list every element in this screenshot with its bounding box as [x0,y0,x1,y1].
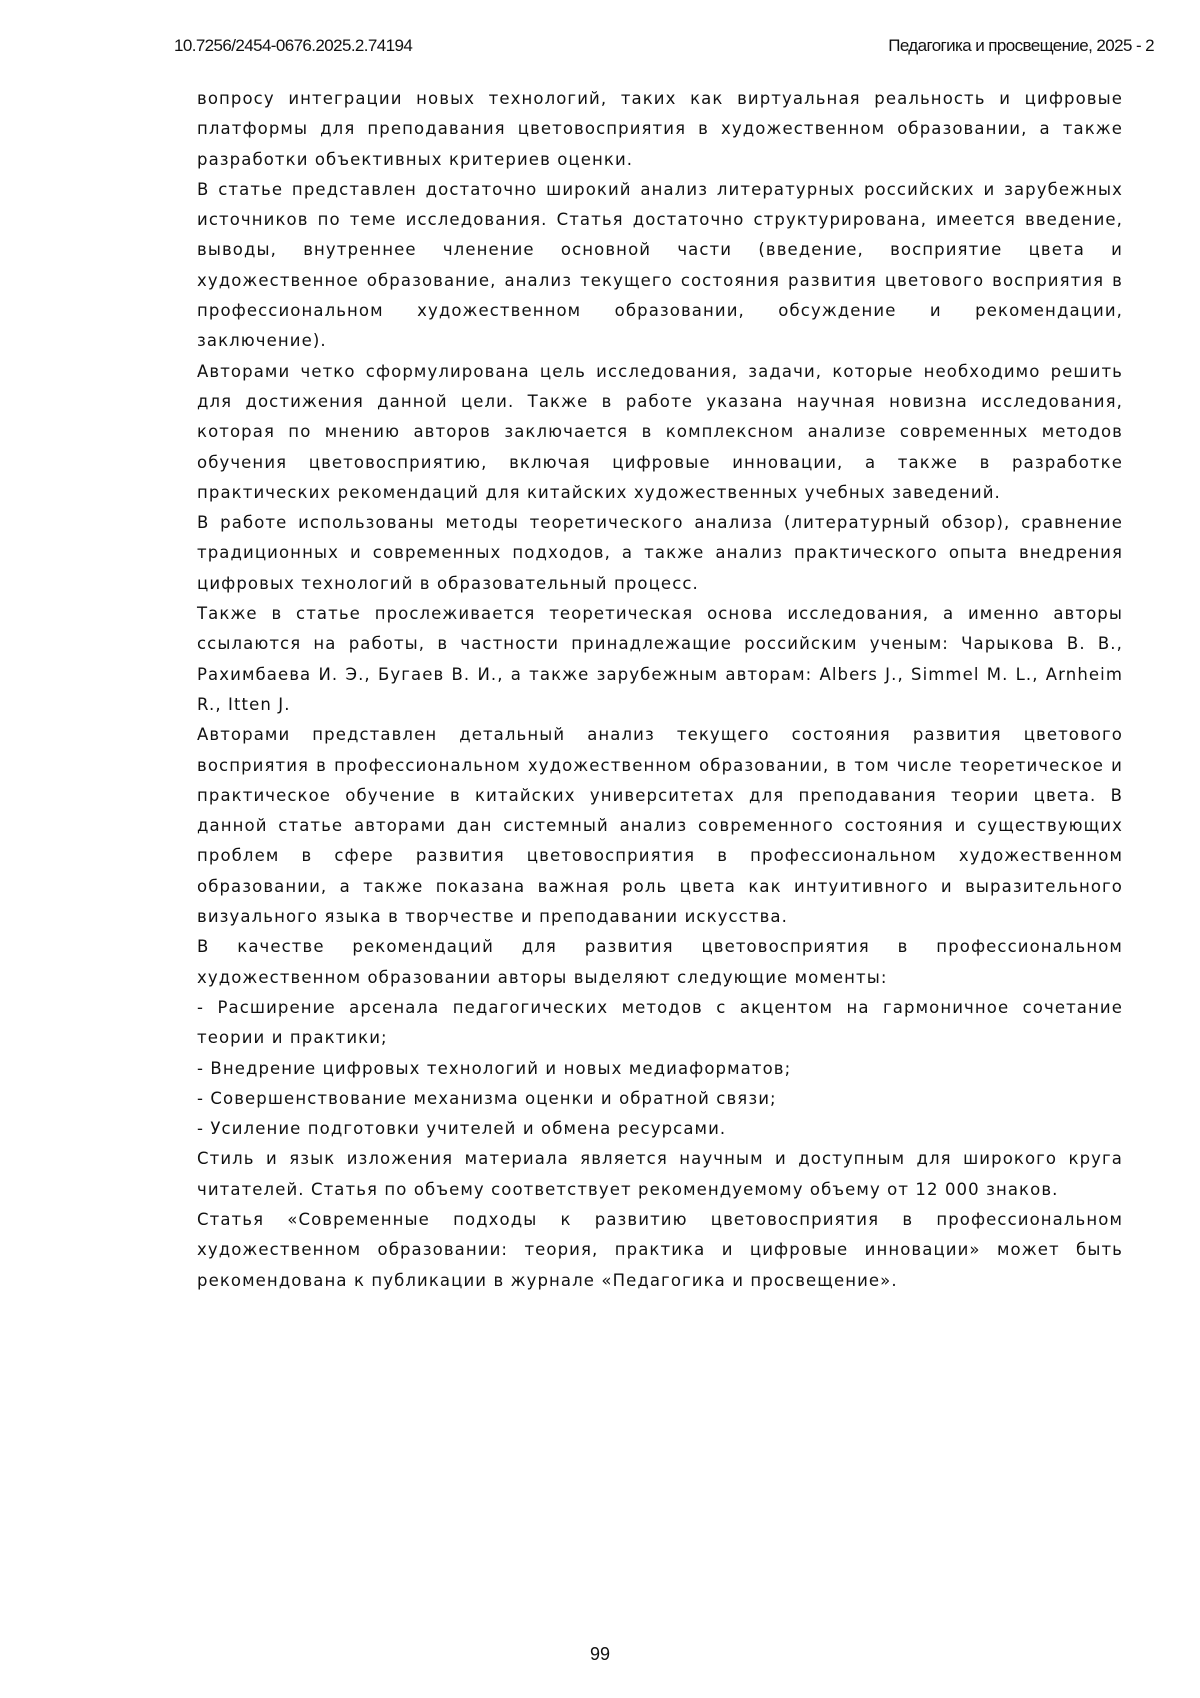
paragraph: В качестве рекомендаций для развития цветовосприятия в профессиональном художественном образовании авторы выделяют следующие моменты: [197,932,1123,993]
page-header [174,36,1154,60]
doi-text: 10.7256/2454-0676.2025.2.74194 [174,36,412,56]
paragraph: Стиль и язык изложения материала является научным и доступным для широкого круга читателей. Статья по объему соответствует рекомендуемому объему от 12 000 знаков. [197,1144,1123,1205]
recommendation-list-item: - Совершенствование механизма оценки и обратной связи; [197,1084,1123,1114]
document-page [0,0,1200,1698]
article-body [197,84,1123,1296]
paragraph: Также в статье прослеживается теоретическая основа исследования, а именно авторы ссылаются на работы, в частности принадлежащие российским ученым: Чарыкова В. В., Рахимбаева И. Э., Бугаев В. И., а также зарубежным авторам: Albers J., Simmel M. L., Arnheim R., Itten J. [197,599,1123,720]
recommendation-list-item: - Внедрение цифровых технологий и новых медиаформатов; [197,1054,1123,1084]
paragraph: В работе использованы методы теоретического анализа (литературный обзор), сравнение традиционных и современных подходов, а также анализ практического опыта внедрения цифровых технологий в образовательный процесс. [197,508,1123,599]
paragraph: Статья «Современные подходы к развитию цветовосприятия в профессиональном художественном образовании: теория, практика и цифровые инновации» может быть рекомендована к публикации в журнале «Педагогика и просвещение». [197,1205,1123,1296]
paragraph: вопросу интеграции новых технологий, таких как виртуальная реальность и цифровые платформы для преподавания цветовосприятия в художественном образовании, а также разработки объективных критериев оценки. [197,84,1123,175]
paragraph: В статье представлен достаточно широкий анализ литературных российских и зарубежных источников по теме исследования. Статья достаточно структурирована, имеется введение, выводы, внутреннее членение основной части (введение, восприятие цвета и художественное образование, анализ текущего состояния развития цветового восприятия в профессиональном художественном образовании, обсуждение и рекомендации, заключение). [197,175,1123,357]
paragraph: Авторами представлен детальный анализ текущего состояния развития цветового восприятия в профессиональном художественном образовании, в том числе теоретическое и практическое обучение в китайских университетах для преподавания теории цвета. В данной статье авторами дан системный анализ современного состояния и существующих проблем в сфере развития цветовосприятия в профессиональном художественном образовании, а также показана важная роль цвета как интуитивного и выразительного визуального языка в творчестве и преподавании искусства. [197,720,1123,932]
journal-issue-text: Педагогика и просвещение, 2025 - 2 [888,36,1154,56]
page-number: 99 [0,1644,1200,1665]
recommendation-list-item: - Усиление подготовки учителей и обмена ресурсами. [197,1114,1123,1144]
recommendation-list-item: - Расширение арсенала педагогических методов с акцентом на гармоничное сочетание теории и практики; [197,993,1123,1054]
paragraph: Авторами четко сформулирована цель исследования, задачи, которые необходимо решить для достижения данной цели. Также в работе указана научная новизна исследования, которая по мнению авторов заключается в комплексном анализе современных методов обучения цветовосприятию, включая цифровые инновации, а также в разработке практических рекомендаций для китайских художественных учебных заведений. [197,357,1123,508]
